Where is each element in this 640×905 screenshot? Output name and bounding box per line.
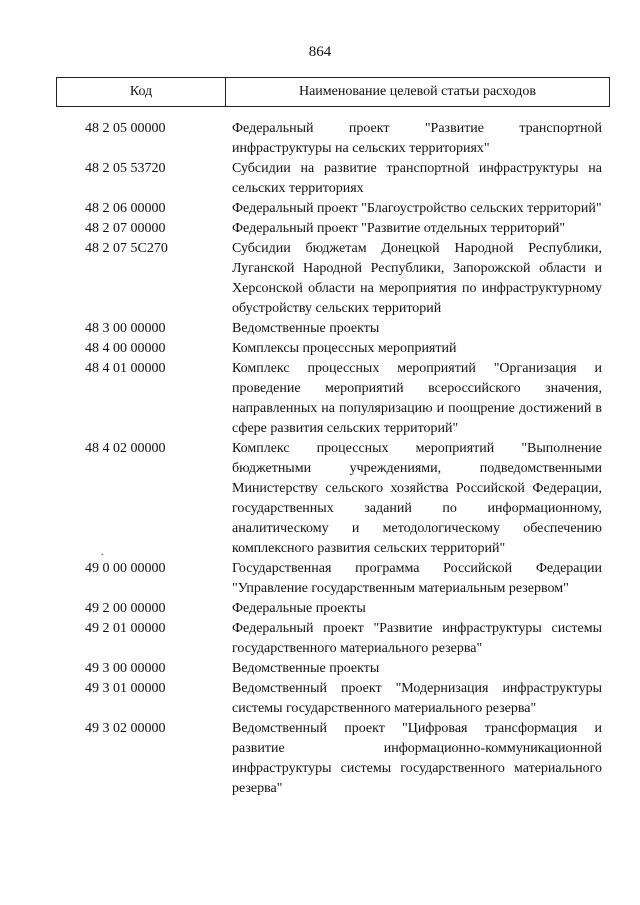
table-row [0, 359, 640, 439]
table-body [0, 119, 640, 799]
column-header-name: Наименование целевой статьи расходов [298, 84, 537, 99]
row-name: Комплекс процессных мероприятий "Организация и проведение мероприятий всероссийского значения, направленных на популяризацию и поощрение достижений в сфере развития сельских территорий" [232, 361, 602, 436]
table-row [0, 159, 640, 199]
row-name: Комплексы процессных мероприятий [232, 341, 457, 356]
table-row [0, 219, 640, 239]
row-name: Субсидии на развитие транспортной инфраструктуры на сельских территориях [232, 161, 602, 196]
row-code: 49 3 00 00000 [85, 661, 166, 676]
row-code: 49 3 01 00000 [85, 681, 166, 696]
row-name: Ведомственные проекты [232, 661, 380, 676]
row-code: 48 4 02 00000 [85, 441, 166, 456]
row-code: 48 2 05 53720 [85, 161, 166, 176]
row-code: 48 2 07 00000 [85, 221, 166, 236]
row-code: 49 2 01 00000 [85, 621, 166, 636]
row-code: 49 3 02 00000 [85, 721, 166, 736]
column-header-code: Код [57, 78, 226, 106]
row-name: Федеральный проект "Благоустройство сельских территорий" [232, 201, 602, 216]
row-name: Федеральный проект "Развитие инфраструктуры системы государственного материального резерва" [232, 621, 602, 656]
row-code: 48 4 01 00000 [85, 361, 166, 376]
row-code: 48 3 00 00000 [85, 321, 166, 336]
table-header [56, 77, 610, 107]
row-name: Комплекс процессных мероприятий "Выполнение бюджетными учреждениями, подведомственными Министерству сельского хозяйства Российской Федерации, государственных заданий по информационному, аналитическому и методологическому обеспечению комплексного развития сельских территорий" [232, 441, 602, 556]
table-row [0, 599, 640, 619]
table-row [0, 559, 640, 599]
table-row [0, 239, 640, 319]
row-code: 48 2 07 5C270 [85, 241, 168, 256]
table-row [0, 199, 640, 219]
row-name: Субсидии бюджетам Донецкой Народной Республики, Луганской Народной Республики, Запорожской области и Херсонской области на мероприятия по инфраструктурному обустройству сельских территорий [232, 241, 602, 316]
row-name: Федеральный проект "Развитие транспортной инфраструктуры на сельских территориях" [232, 121, 602, 156]
table-row [0, 679, 640, 719]
row-name: Ведомственный проект "Цифровая трансформация и развитие информационно-коммуникационной инфраструктуры системы государственного материального резерва" [232, 721, 602, 796]
table-row [0, 439, 640, 559]
stray-dot-mark: . [101, 547, 104, 558]
table-row [0, 119, 640, 159]
row-code: 48 2 06 00000 [85, 201, 166, 216]
row-name: Государственная программа Российской Федерации "Управление государственным материальным резервом" [232, 561, 602, 596]
table-row [0, 339, 640, 359]
row-code: 48 2 05 00000 [85, 121, 166, 136]
row-code: 48 4 00 00000 [85, 341, 166, 356]
table-row [0, 619, 640, 659]
page-number: 864 [308, 44, 332, 60]
row-name: Ведомственный проект "Модернизация инфраструктуры системы государственного материального резерва" [232, 681, 602, 716]
table-row [0, 319, 640, 339]
row-name: Ведомственные проекты [232, 321, 380, 336]
table-row [0, 719, 640, 799]
table-row [0, 659, 640, 679]
row-name: Федеральные проекты [232, 601, 366, 616]
row-name: Федеральный проект "Развитие отдельных территорий" [232, 221, 566, 236]
row-code: 49 2 00 00000 [85, 601, 166, 616]
row-code: 49 0 00 00000 [85, 561, 166, 576]
